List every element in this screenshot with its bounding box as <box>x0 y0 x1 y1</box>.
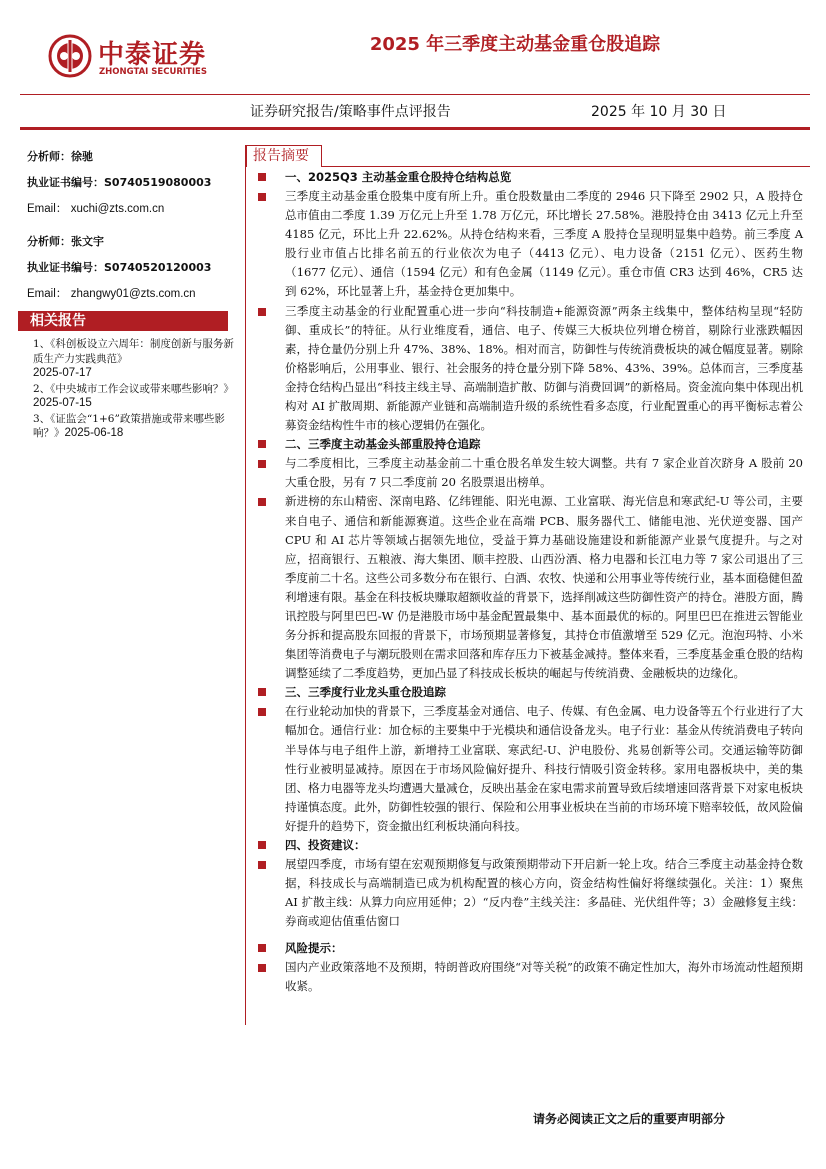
related-report-title[interactable]: 3、《证监会“1+6”政策措施或带来哪些影响？》 <box>33 412 225 439</box>
related-report-item[interactable] <box>33 412 238 441</box>
page-title: 2025 年三季度主动基金重仓股追踪 <box>369 34 661 55</box>
related-report-date: 2025-07-15 <box>33 397 92 409</box>
company-logo <box>48 34 218 82</box>
cert-label: 执业证书编号： <box>27 261 104 274</box>
header-divider-thick <box>20 127 810 130</box>
paragraph <box>258 454 803 492</box>
section-heading <box>258 939 803 958</box>
paragraph <box>258 702 803 836</box>
related-report-title[interactable]: 1、《科创板设立六周年：制度创新与服务新质生产力实践典范》 <box>33 338 234 365</box>
square-bullet-icon <box>258 688 266 696</box>
analyst-name: 张文宇 <box>71 235 104 248</box>
related-report-title[interactable]: 2、《中央城市工作会议或带来哪些影响？》 <box>33 382 234 395</box>
square-bullet-icon <box>258 861 266 869</box>
analyst-label: 分析师： <box>27 235 71 248</box>
footer-disclaimer: 请务必阅读正文之后的重要声明部分 <box>533 1112 726 1126</box>
section-heading <box>258 683 803 702</box>
paragraph-text: 展望四季度，市场有望在宏观预期修复与政策预期带动下开启新一轮上攻。结合三季度主动基金持仓数据，科技成长与高端制造已成为机构配置的核心方向，资金结构性偏好将继续强化。关注：1）聚焦 AI 扩散主线：从算力向应用延伸；2）“反内卷”主线关注：多晶硅、光伏组件等；3）金融修复主线：券商或迎估值重估窗口 <box>285 857 803 929</box>
summary-left-border <box>245 145 246 1025</box>
report-type: 证券研究报告/策略事件点评报告 <box>250 104 451 120</box>
related-report-item[interactable] <box>33 382 238 411</box>
email-2-row <box>27 287 232 301</box>
related-reports-heading: 相关报告 <box>18 311 228 331</box>
paragraph <box>258 855 803 931</box>
paragraph-text: 国内产业政策落地不及预期，特朗普政府围绕“对等关税”的政策不确定性加大，海外市场流动性超预期收紧。 <box>285 960 803 994</box>
summary-top-border <box>322 166 810 167</box>
logo-text-en: ZHONGTAI SECURITIES <box>99 67 207 77</box>
section-heading <box>258 435 803 454</box>
analyst-name: 徐驰 <box>71 150 93 163</box>
summary-content <box>258 168 803 997</box>
logo-text-cn: 中泰证券 <box>98 40 207 70</box>
square-bullet-icon <box>258 708 266 716</box>
cert-number: S0740519080003 <box>104 176 212 189</box>
square-bullet-icon <box>258 944 266 952</box>
email-label: Email： <box>27 203 68 215</box>
square-bullet-icon <box>258 498 266 506</box>
cert-label: 执业证书编号： <box>27 176 104 189</box>
paragraph <box>258 187 803 302</box>
paragraph-text: 新进榜的东山精密、深南电路、亿纬锂能、阳光电源、工业富联、海光信息和寒武纪-U 等公司，主要来自电子、通信和新能源赛道。这些企业在高端 PCB、服务器代工、储能电池、光伏逆变器、国产 CPU 和 AI 芯片等领域占据领先地位，受益于算力基础设施建设和新能源产业景气度提升。与之对应，招商银行、五粮液、海大集团、顺丰控股、山西汾酒、格力电器和长江电力等 7 家公司退出了三季度前二十名。这些公司多数分布在银行、白酒、农牧、快递和公用事业等传统行业，基本面稳健但盈利增速有限。基金在科技板块赚取超额收益的背景下，选择削减这些防御性资产的持仓。港股方面，腾讯控股与阿里巴巴-W 仍是港股市场中基金配置最集中、基本面最优的标的。阿里巴巴在推进云智能业务分拆和提高股东回报的背景下，市场预期显著修复，其持仓市值激增至 529 亿元。泡泡玛特、小米集团等消费电子与潮玩股则在需求回落和库存压力下被基金减持。整体来看，三季度基金重仓股的结构调整延续了二季度趋势，更加凸显了科技成长板块的崛起与传统消费、金融板块的边缘化。 <box>285 494 803 681</box>
section-heading <box>258 168 803 187</box>
email-link[interactable]: xuchi@zts.com.cn <box>70 203 165 215</box>
paragraph <box>258 302 803 436</box>
related-report-item[interactable] <box>33 337 238 381</box>
section-heading <box>258 836 803 855</box>
report-date: 2025 年 10 月 30 日 <box>591 104 727 120</box>
paragraph-text: 三季度主动基金的行业配置重心进一步向“科技制造+能源资源”两条主线集中，整体结构呈现“轻防御、重成长”的特征。从行业维度看，通信、电子、传媒三大板块位列增仓榜首，剔除行业涨跌幅因素，持仓量仍分别上升 47%、38%、18%。相对而言，防御性与传统消费板块的减仓幅度显著。剔除价格影响后，公用事业、银行、社会服务的持仓量分别下降 58%、43%、39%。总体而言，三季度基金持仓结构凸显出“科技主线主导、高端制造扩散、防御与消费回调”的新格局。资金流向集中体现出机构对 AI 扩散周期、新能源产业链和高端制造升级的系统性看多态度，行业配置重心的再平衡标志着公募资金结构性牛市的核心逻辑仍在强化。 <box>285 303 803 433</box>
square-bullet-icon <box>258 193 266 201</box>
section-title: 二、三季度主动基金头部重股持仓追踪 <box>285 437 481 452</box>
related-reports-list <box>33 337 238 442</box>
section-title: 四、投资建议： <box>285 838 366 852</box>
cert-1-row <box>27 176 232 189</box>
square-bullet-icon <box>258 440 266 448</box>
paragraph <box>258 492 803 683</box>
email-link[interactable]: zhangwy01@zts.com.cn <box>70 288 196 300</box>
related-report-date: 2025-07-17 <box>33 367 92 379</box>
square-bullet-icon <box>258 841 266 849</box>
header-divider <box>20 94 810 95</box>
section-title: 风险提示： <box>285 941 343 956</box>
paragraph-text: 与二季度相比，三季度主动基金前二十重仓股名单发生较大调整。共有 7 家企业首次跻身 A 股前 20 大重仓股，另有 7 只二季度前 20 名股票退出榜单。 <box>285 456 803 490</box>
paragraph-text: 三季度主动基金重仓股集中度有所上升。重仓股数量由二季度的 2946 只下降至 2902 只，A 股持仓总市值由二季度 1.39 万亿元上升至 1.78 万亿元，环比增长 27.58%。港股持仓由 3413 亿元上升至 4185 亿元，环比上升 22.62%。从持仓结构来看，三季度 A 股持仓呈现明显集中趋势。前三季度 A 股行业市值占比排名前五的行业依次为电子（4413 亿元）、电力设备（2151 亿元）、医药生物（1677 亿元）、通信（1594 亿元）和有色金属（1149 亿元）。重仓市值 CR3 达到 46%，CR5 达到 62%，环比显著上升，基金持仓更加集中。 <box>285 189 803 299</box>
analyst-label: 分析师： <box>27 150 71 163</box>
analyst-1-row <box>27 150 232 163</box>
square-bullet-icon <box>258 173 266 181</box>
section-title: 一、2025Q3 主动基金重仓股持仓结构总览 <box>285 170 512 184</box>
zhongtai-logo-icon <box>48 34 92 78</box>
square-bullet-icon <box>258 308 266 316</box>
email-label: Email： <box>27 288 68 300</box>
related-report-date: 2025-06-18 <box>64 427 124 439</box>
paragraph-text: 在行业轮动加快的背景下，三季度基金对通信、电子、传媒、有色金属、电力设备等五个行业进行了大幅加仓。通信行业：加仓标的主要集中于光模块和通信设备龙头。电子行业：基金从传统消费电子转向半导体与电子组件上游，新增持工业富联、寒武纪-U、沪电股份、兆易创新等公司。交通运输等防御性行业被明显减持。原因在于市场风险偏好提升、科技行情吸引资金转移。家用电器板块中，美的集团、格力电器等龙头均遭遇大量减仓，反映出基金在家电需求前置导致后续增速回落背景下对家电板块持谨慎态度。此外，防御性较强的银行、保险和公用事业板块在当前的市场环境下赔率较低，故风险偏好提升的趋势下，资金撤出红利板块涌向科技。 <box>285 704 803 833</box>
summary-tag: 报告摘要 <box>246 145 322 167</box>
square-bullet-icon <box>258 460 266 468</box>
cert-2-row <box>27 261 232 274</box>
section-title: 三、三季度行业龙头重仓股追踪 <box>285 685 446 700</box>
analyst-2-row <box>27 235 232 248</box>
cert-number: S0740520120003 <box>104 261 212 274</box>
paragraph <box>258 958 803 996</box>
sidebar <box>27 150 232 314</box>
email-1-row <box>27 202 232 216</box>
square-bullet-icon <box>258 964 266 972</box>
